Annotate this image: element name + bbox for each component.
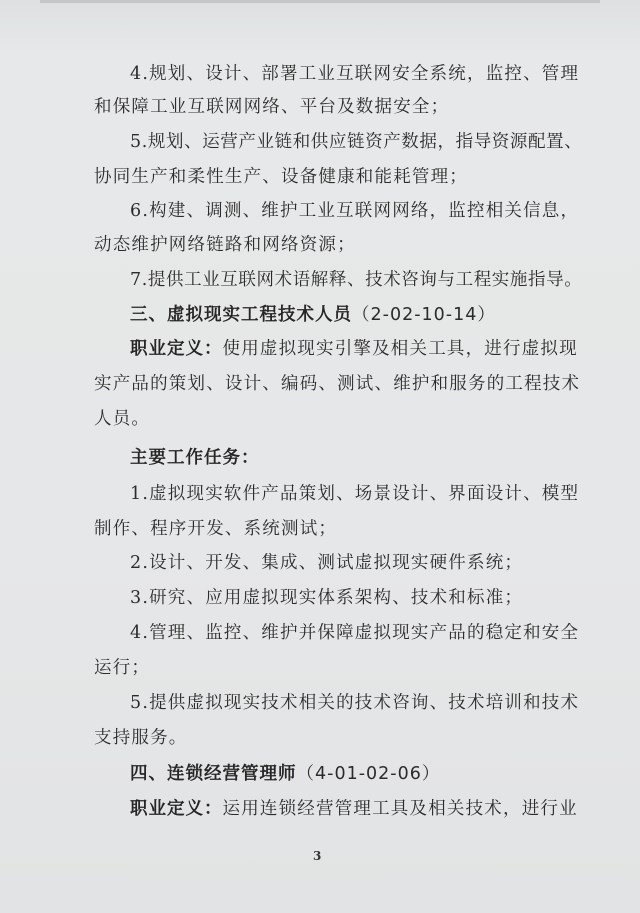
section-heading-3 xyxy=(130,303,496,327)
vr-task-5-cont: 支持服务。 xyxy=(94,728,188,748)
section-heading-4-title: 四、连锁经营管理师 xyxy=(130,764,297,784)
vr-task-1: 1.虚拟现实软件产品策划、场景设计、界面设计、模型 xyxy=(130,484,580,504)
task-line-7: 7.提供工业互联网术语解释、技术咨询与工程实施指导。 xyxy=(130,270,583,290)
task-line-5-cont: 协同生产和柔性生产、设备健康和能耗管理； xyxy=(94,167,468,187)
vr-task-4: 4.管理、监控、维护并保障虚拟现实产品的稳定和安全 xyxy=(130,623,580,643)
definition-label: 职业定义： xyxy=(130,339,223,359)
task-line-4-cont: 和保障工业互联网网络、平台及数据安全； xyxy=(94,97,450,117)
vr-task-3: 3.研究、应用虚拟现实体系架构、技术和标准； xyxy=(130,588,524,608)
definition-line xyxy=(130,337,578,361)
main-tasks-heading xyxy=(130,446,260,470)
page-number: 3 xyxy=(313,849,322,863)
definition-line-4 xyxy=(130,797,578,821)
main-tasks-label: 主要工作任务： xyxy=(130,448,260,468)
vr-task-5: 5.提供虚拟现实技术相关的技术咨询、技术培训和技术 xyxy=(130,693,580,713)
definition-cont-2: 人员。 xyxy=(94,409,151,429)
section-heading-3-title: 三、虚拟现实工程技术人员 xyxy=(130,305,352,325)
task-line-6: 6.构建、调测、维护工业互联网网络，监控相关信息， xyxy=(130,201,580,221)
vr-task-4-cont: 运行； xyxy=(94,658,151,678)
vr-task-1-cont: 制作、程序开发、系统测试； xyxy=(94,519,338,539)
section-heading-4 xyxy=(130,762,440,786)
task-line-6-cont: 动态维护网络链路和网络资源； xyxy=(94,235,356,255)
vr-task-2: 2.设计、开发、集成、测试虚拟现实硬件系统； xyxy=(130,553,524,573)
definition-label-4: 职业定义： xyxy=(130,799,223,819)
top-edge-line xyxy=(40,0,600,3)
task-line-5: 5.规划、运营产业链和供应链资产数据，指导资源配置、 xyxy=(130,132,583,152)
section-heading-3-code: （2-02-10-14） xyxy=(352,305,496,325)
section-heading-4-code: （4-01-02-06） xyxy=(296,764,441,784)
definition-text-4: 运用连锁经营管理工具及相关技术，进行业 xyxy=(222,799,578,819)
definition-cont-1: 实产品的策划、设计、编码、测试、维护和服务的工程技术 xyxy=(94,374,581,394)
task-line-4: 4.规划、设计、部署工业互联网安全系统，监控、管理 xyxy=(130,64,580,84)
definition-text: 使用虚拟现实引擎及相关工具，进行虚拟现 xyxy=(222,339,578,359)
